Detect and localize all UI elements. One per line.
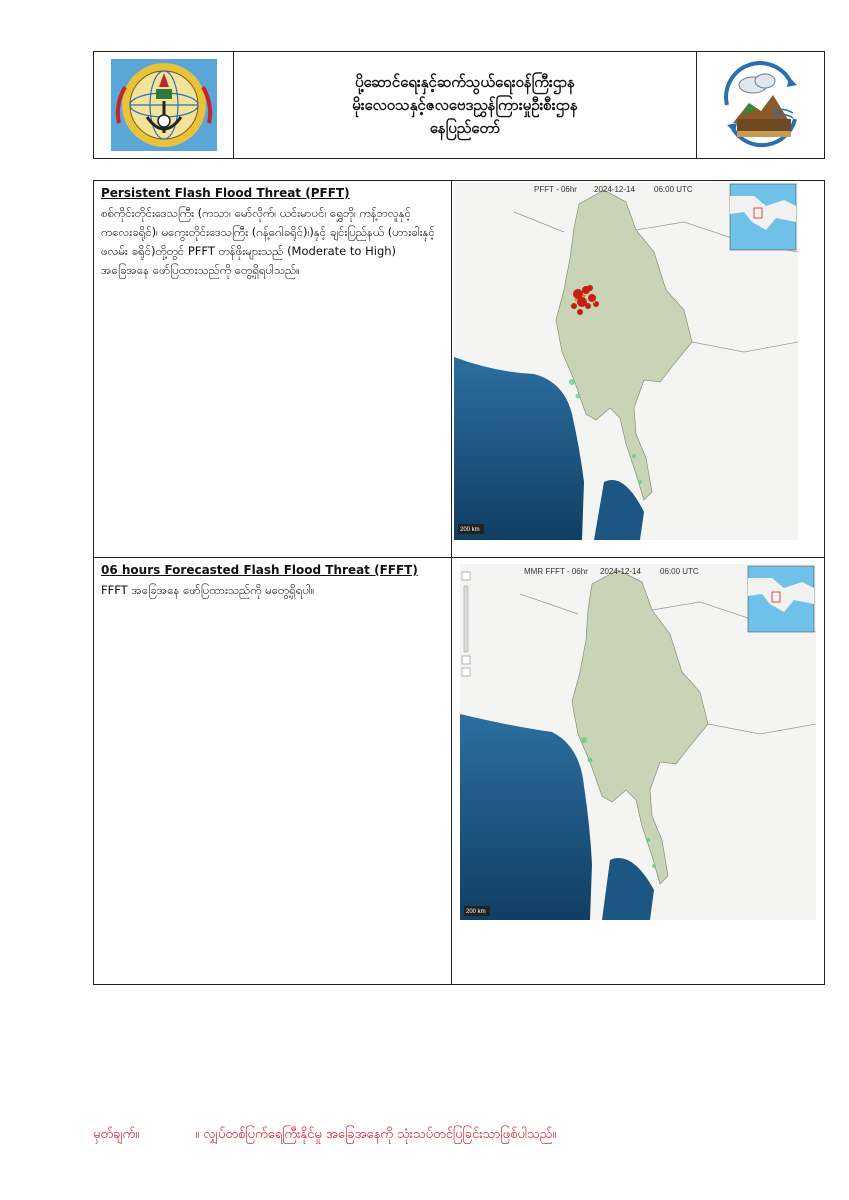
ministry-name: ပို့ဆောင်ရေးနှင့်ဆက်သွယ်ရေးဝန်ကြီးဌာန xyxy=(355,72,575,91)
pfft-title: Persistent Flash Flood Threat (PFFT) xyxy=(101,186,350,200)
pfft-map-title: PFFT - 06hr xyxy=(534,185,577,194)
pfft-description: စစ်ကိုင်းတိုင်းဒေသကြီး (ကသာ၊ မော်လိုက်၊ ယင်းမာပင်၊ ရွှေဘို၊ ကန့်ဘလူနှင့် ကလေးခရိုင်)၊ မကွေးတိုင်းဒေသကြီး (ဂန့်ဂေါခရိုင်)၊)နှင့် ချင်းပြည်နယ် (ဟားခါးနှင့် ဖလမ်း ခရိုင်)တို့တွင် PFFT တန်ဖိုးများသည် (Moderate to High) အခြေအနေ ဖော်ပြထားသည်ကို တွေ့ရှိရပါသည်။ xyxy=(101,206,435,277)
pfft-map xyxy=(454,182,798,540)
ffft-map-time: 06:00 UTC xyxy=(660,567,699,576)
header-left-logo-cell xyxy=(94,52,234,158)
header-right-logo-cell xyxy=(697,52,824,158)
pfft-map-scale: 200 km xyxy=(460,527,480,533)
department-name: မိုးလေဝသနှင့်ဇလဗေဒညွှန်ကြားမှုဦးစီးဌာန xyxy=(352,95,578,114)
ffft-map-title: MMR FFFT - 06hr xyxy=(524,567,588,576)
header-title-cell xyxy=(234,52,697,158)
ffft-inset-map xyxy=(748,566,814,632)
footer-note xyxy=(93,1126,556,1145)
dmh-emblem-logo xyxy=(111,59,217,151)
header-table xyxy=(93,51,825,159)
pfft-text-cell xyxy=(94,181,452,557)
flood-threat-table xyxy=(93,180,825,985)
ffft-title: 06 hours Forecasted Flash Flood Threat (FFFT) xyxy=(101,563,418,577)
pfft-row xyxy=(94,181,824,558)
ffft-map xyxy=(460,564,816,920)
ffft-map-date: 2024-12-14 xyxy=(600,567,641,576)
footer-note-text: ။ လျှပ်တစ်ပြက်ရေကြီးနိုင်မှု အခြေအနေကို သုံးသပ်တင်ပြခြင်းသာဖြစ်ပါသည်။ xyxy=(195,1127,557,1142)
water-cycle-emblem-logo xyxy=(713,59,809,151)
pfft-inset-map xyxy=(730,184,796,250)
ffft-description: FFFT အခြေအနေ ဖော်ပြထားသည်ကို မတွေ့ရှိရပါ။ xyxy=(101,583,315,597)
ffft-map-cell xyxy=(452,558,824,984)
pfft-map-time: 06:00 UTC xyxy=(654,185,693,194)
city-name: နေပြည်တော် xyxy=(429,118,501,137)
ffft-row xyxy=(94,558,824,984)
pfft-map-cell xyxy=(452,181,824,557)
pfft-map-date: 2024-12-14 xyxy=(594,185,635,194)
ffft-text-cell xyxy=(94,558,452,984)
footer-note-label: မှတ်ချက်။ xyxy=(93,1127,140,1142)
ffft-map-scale: 200 km xyxy=(466,909,486,915)
